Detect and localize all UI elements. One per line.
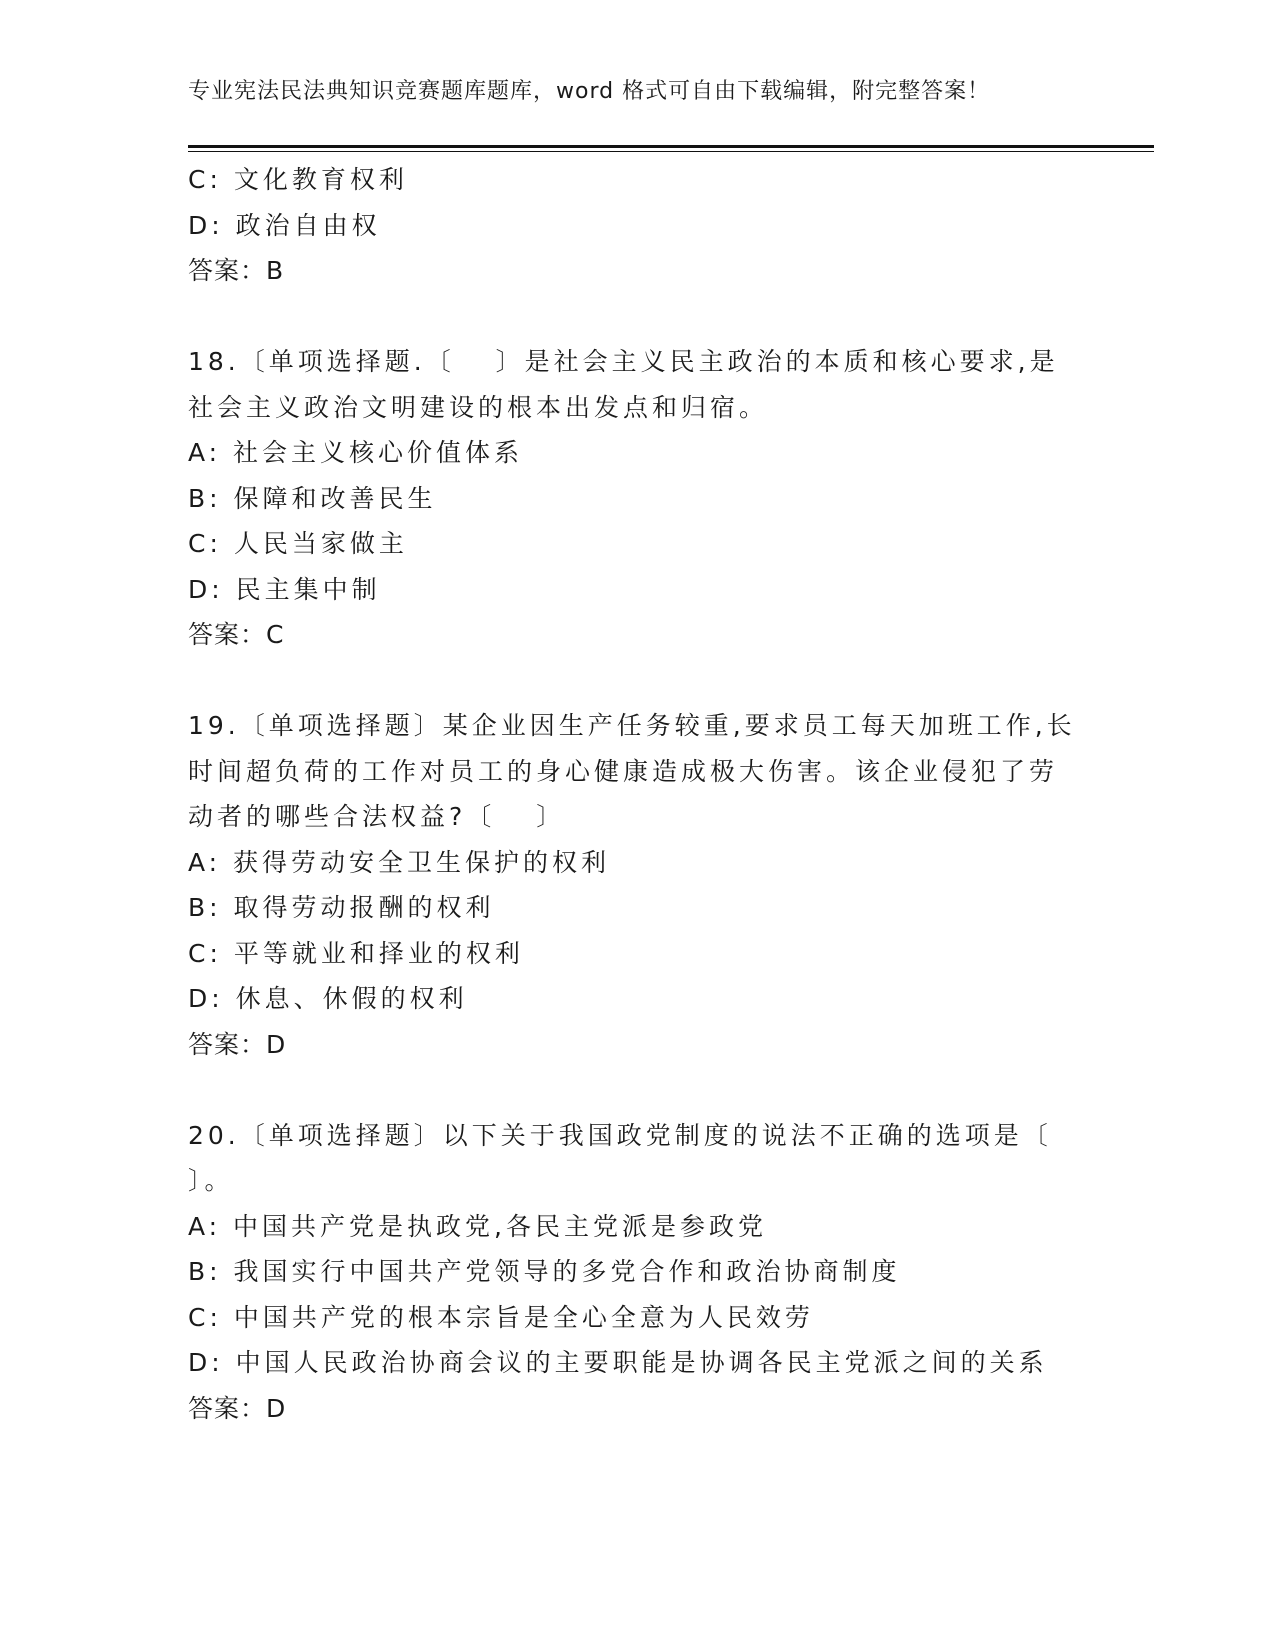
header-divider-thick <box>188 145 1154 148</box>
question-stem: 动者的哪些合法权益?〔 〕 <box>188 802 566 831</box>
answer: 答案：D <box>188 1393 287 1423</box>
question-content <box>188 157 1088 1431</box>
option-b: B: 我国实行中国共产党领导的多党合作和政治协商制度 <box>188 1257 901 1286</box>
option-a: A: 获得劳动安全卫生保护的权利 <box>188 847 611 877</box>
option-d: D: 民主集中制 <box>188 574 381 604</box>
option-c: C: 平等就业和择业的权利 <box>188 938 524 968</box>
option-d: D: 中国人民政治协商会议的主要职能是协调各民主党派之间的关系 <box>188 1348 1048 1377</box>
option-d: D: 政治自由权 <box>188 210 381 240</box>
option-d: D: 休息、休假的权利 <box>188 984 468 1013</box>
question-stem: 20.〔单项选择题〕以下关于我国政党制度的说法不正确的选项是〔 <box>188 1120 1052 1150</box>
question-stem: 社会主义政治文明建设的根本出发点和归宿。 <box>188 392 769 422</box>
option-b: B: 保障和改善民生 <box>188 483 437 513</box>
question-19 <box>188 703 1088 1067</box>
answer: 答案：C <box>188 620 285 649</box>
option-c: C: 文化教育权利 <box>188 165 408 194</box>
question-stem: 时间超负荷的工作对员工的身心健康造成极大伤害。该企业侵犯了劳 <box>188 756 1059 786</box>
answer: 答案：D <box>188 1029 287 1059</box>
option-a: A: 中国共产党是执政党,各民主党派是参政党 <box>188 1211 767 1241</box>
question-stem: 19.〔单项选择题〕某企业因生产任务较重,要求员工每天加班工作,长 <box>188 711 1076 740</box>
header-divider-thin <box>188 151 1154 152</box>
question-stem: 18.〔单项选择题.〔 〕是社会主义民主政治的本质和核心要求,是 <box>188 347 1059 376</box>
option-c: C: 中国共产党的根本宗旨是全心全意为人民效劳 <box>188 1302 814 1332</box>
question-18 <box>188 339 1088 658</box>
question-20 <box>188 1113 1088 1432</box>
answer: 答案：B <box>188 256 285 285</box>
page-header: 专业宪法民法典知识竞赛题库题库，word 格式可自由下载编辑，附完整答案！ <box>188 79 991 104</box>
option-a: A: 社会主义核心价值体系 <box>188 438 524 467</box>
question-stem: 〕。 <box>188 1166 234 1195</box>
option-b: B: 取得劳动报酬的权利 <box>188 893 495 922</box>
option-c: C: 人民当家做主 <box>188 529 408 558</box>
